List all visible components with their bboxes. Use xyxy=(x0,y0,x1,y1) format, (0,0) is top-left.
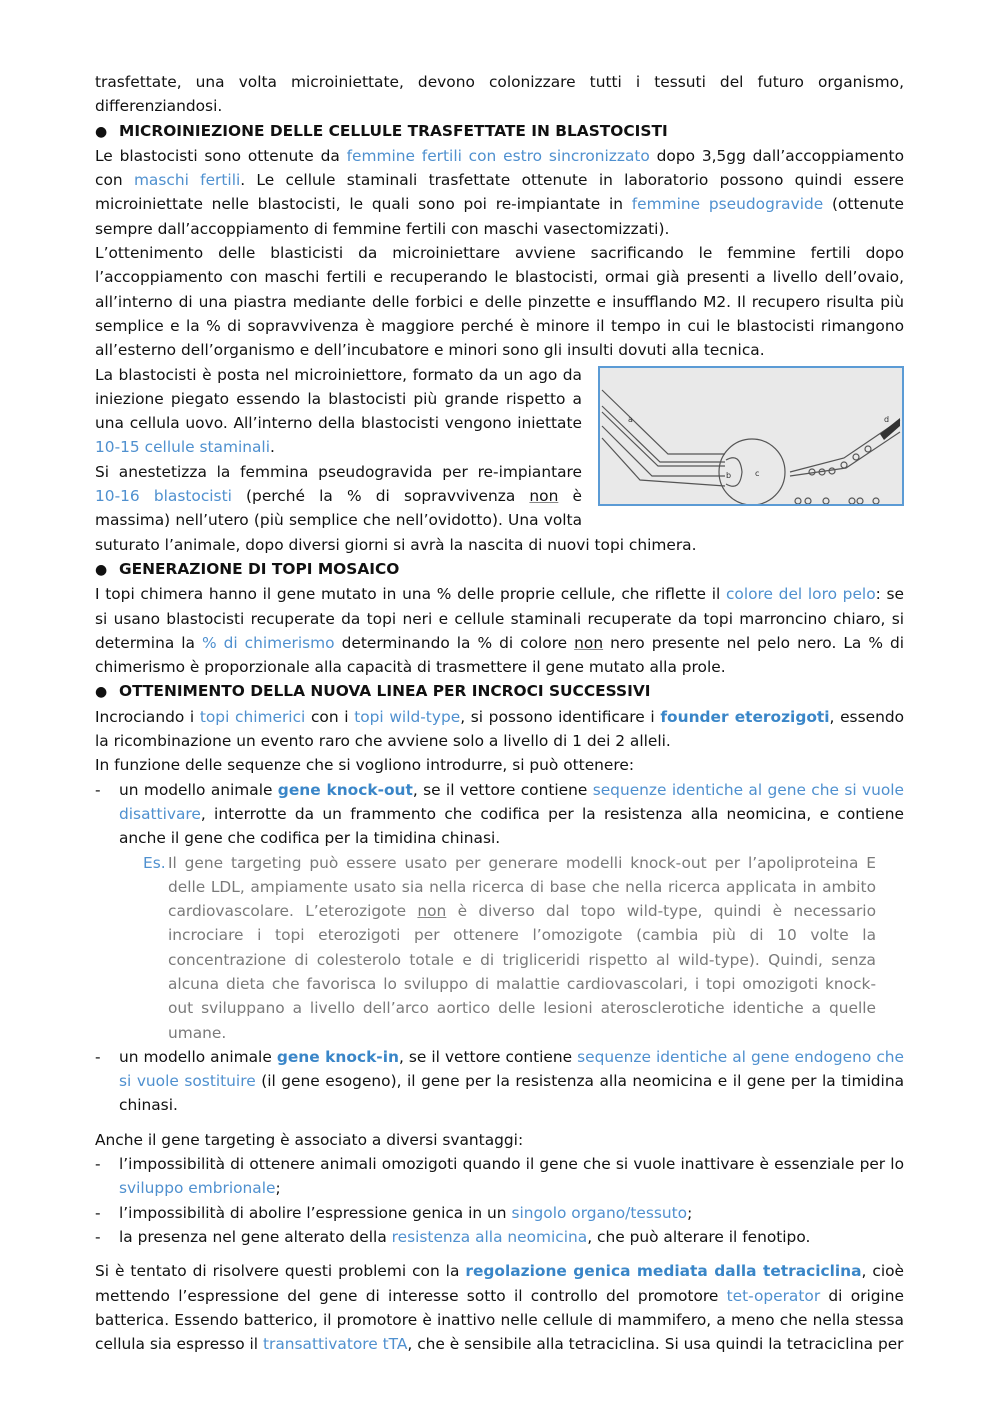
text-run: La blastocisti è posta nel microiniettore, formato da un ago da iniezione piegato essendo la blastocisti più grande rispetto a una cellula uovo. All’interno della blastocisti vengono iniettate xyxy=(95,365,582,433)
text-run: un modello animale xyxy=(119,780,278,799)
highlight-text: sviluppo embrionale xyxy=(119,1179,276,1198)
highlight-text: sequenze identiche al gene endogeno che si vuole sostituire xyxy=(119,1047,904,1091)
text-run: (ottenute sempre dall’accoppiamento di femmine fertili con maschi vasectomizzati). xyxy=(95,195,904,238)
paragraph-funzione: In funzione delle sequenze che si vogliono introdurre, si può ottenere: xyxy=(95,756,635,775)
highlight-text: resistenza alla neomicina xyxy=(391,1227,588,1246)
highlight-text: topi chimerici xyxy=(199,707,306,726)
highlight-text: topi wild-type xyxy=(354,707,461,726)
text-run: dopo 3,5gg dall’accoppiamento con xyxy=(95,146,904,190)
figure-label-b: b xyxy=(726,470,732,480)
section-heading-microiniezione xyxy=(95,119,904,144)
bold-highlight-text: founder eterozigoti xyxy=(660,707,830,726)
text-run: Il gene targeting può essere usato per generare modelli knock-out per l’apoliproteina E delle LDL, ampiamente usato sia nella ricerca di base che nella ricerca applicata in ambito cardiovascolare. L’eterozigote xyxy=(168,853,876,921)
heading-text: OTTENIMENTO DELLA NUOVA LINEA PER INCROCI SUCCESSIVI xyxy=(119,682,651,701)
list-item-knock-out xyxy=(95,778,904,851)
underlined-text: non xyxy=(529,487,559,506)
underlined-text: non xyxy=(574,633,604,652)
paragraph-ottenimento: L’ottenimento delle blasticisti da microiniettare avviene sacrificando le femmine fertili dopo l’accoppiamento con maschi fertili e recuperando le blastocisti, ormai già presenti a livello dell’ovaio, all’interno di una piastra mediante delle forbici e delle pinzette e insufflando M2. Il recupero risulta più semplice e la % di sopravvivenza è maggiore perché è minore il tempo in cui le blastocisti rimangono all’esterno dell’organismo e dell’incubatore e minori sono gli insulti dovuti alla tecnica. xyxy=(95,244,904,360)
needle-tip xyxy=(880,418,900,440)
text-run: di origine batterica. Essendo batterico, il promotore è inattivo nelle cellule di mammifero, a meno che nella stessa cellula sia espresso il xyxy=(95,1286,904,1354)
list-item-svantaggio-2 xyxy=(95,1201,904,1225)
example-label: Es. xyxy=(143,853,166,872)
dash-marker: - xyxy=(95,1203,101,1222)
section-heading-mosaico xyxy=(95,557,904,582)
text-run: : se si usano blastocisti recuperate da topi neri e cellule staminali recuperate da topi marroncino chiaro, si determina la xyxy=(95,585,904,652)
paragraph-incrociando xyxy=(95,705,904,754)
highlight-text: maschi fertili xyxy=(133,171,241,190)
text-run: Incrociando i xyxy=(95,707,200,726)
text-run: , essendo la ricombinazione un evento raro che avviene solo a livello di 1 dei 2 alleli. xyxy=(95,707,905,751)
text-run: , che può alterare il fenotipo. xyxy=(587,1227,811,1246)
text-run: determinando la % di colore xyxy=(334,633,575,652)
dash-marker: - xyxy=(95,1047,101,1066)
figure-label-d: d xyxy=(884,414,890,424)
highlight-text: colore del loro pelo xyxy=(725,585,876,604)
paragraph-intro: trasfettate, una volta microiniettate, devono colonizzare tutti i tessuti del futuro organismo, differenziandosi. xyxy=(95,73,904,116)
example-block xyxy=(95,851,904,1045)
text-run: (perché la % di sopravvivenza xyxy=(231,487,530,506)
dash-marker: - xyxy=(95,1155,101,1174)
list-item-text xyxy=(119,1152,904,1201)
text-run: . xyxy=(269,438,275,457)
bold-highlight-text: gene knock-in xyxy=(276,1047,399,1066)
section-heading-nuova-linea xyxy=(95,679,904,704)
text-run: Si è tentato di risolvere questi problemi con la xyxy=(95,1262,466,1281)
paragraph-blastocisti xyxy=(95,144,904,241)
text-run: Le blastocisti sono ottenute da xyxy=(95,146,347,165)
text-run: , cioè mettendo l’espressione del gene di interesse sotto il controllo del promotore xyxy=(95,1262,905,1305)
highlight-text: 10-16 blastocisti xyxy=(95,487,232,506)
text-run: è massima) nell’utero (più semplice che nell’ovidotto). Una volta suturato l’animale, dopo diversi giorni si avrà la nascita di nuovi topi chimera. xyxy=(95,487,697,554)
text-run: con i xyxy=(305,707,355,726)
list-item-svantaggio-3 xyxy=(95,1225,904,1249)
text-run: I topi chimera hanno il gene mutato in una % delle proprie cellule, che riflette il xyxy=(95,585,726,604)
paragraph-tetraciclina xyxy=(95,1259,904,1356)
highlight-text: singolo organo/tessuto xyxy=(511,1203,688,1222)
text-run: un modello animale xyxy=(119,1047,277,1066)
text-run: è diverso dal topo wild-type, quindi è necessario incrociare i topi eterozigoti per ottenere l’omozigote (cambia più di 10 volte la concentrazione di colesterolo totale e di trigliceridi rispetto al wild-type). Quindi, senza alcuna dieta che favorisca lo sviluppo di malattie cardiovascolari, i topi omozigoti knock-out sviluppano a livello dell’arco aortico delle lesioni aterosclerotiche identiche a quelle umane. xyxy=(168,902,877,1042)
list-item-text xyxy=(119,1225,904,1249)
text-run: ; xyxy=(687,1203,693,1222)
text-run: , si possono identificare i xyxy=(460,707,661,726)
highlight-text: % di chimerismo xyxy=(201,633,335,652)
underlined-text: non xyxy=(417,902,447,921)
text-run: nero presente nel pelo nero. La % di chimerismo è proporzionale alla capacità di trasmettere il gene mutato alla prole. xyxy=(95,633,904,677)
bullet-icon: ● xyxy=(95,684,108,701)
dash-marker: - xyxy=(95,780,101,799)
bold-highlight-text: gene knock-out xyxy=(277,780,413,799)
heading-text: GENERAZIONE DI TOPI MOSAICO xyxy=(119,559,400,578)
text-run: , interrotte da un frammento che codifica per la resistenza alla neomicina, e contiene anche il gene che codifica per la timidina chinasi. xyxy=(119,804,904,848)
text-run: , se il vettore contiene xyxy=(412,780,593,799)
highlight-text: femmine fertili con estro sincronizzato xyxy=(346,146,650,165)
paragraph-svantaggi: Anche il gene targeting è associato a diversi svantaggi: xyxy=(95,1130,524,1149)
highlight-text: femmine pseudogravide xyxy=(631,195,824,214)
injection-needle-top xyxy=(790,420,900,472)
holding-pipette-inner xyxy=(602,426,725,476)
text-run: l’impossibilità di abolire l’espressione genica in un xyxy=(119,1203,512,1222)
heading-text: MICROINIEZIONE DELLE CELLULE TRASFETTATE IN BLASTOCISTI xyxy=(119,121,668,140)
text-run: , se il vettore contiene xyxy=(398,1047,578,1066)
text-run: la presenza nel gene alterato della xyxy=(119,1227,392,1246)
figure-label-a: a xyxy=(628,414,633,424)
list-item-text xyxy=(119,1045,904,1118)
highlight-text: transattivatore tTA xyxy=(262,1335,408,1354)
highlight-text: sequenze identiche al gene che si vuole disattivare xyxy=(119,780,904,823)
list-item-knock-in xyxy=(95,1045,904,1118)
text-run: l’impossibilità di ottenere animali omozigoti quando il gene che si vuole inattivare è essenziale per lo xyxy=(119,1155,904,1174)
text-run: , che è sensibile alla tetraciclina. Si usa quindi la tetraciclina per xyxy=(407,1335,904,1354)
list-item-text xyxy=(119,1201,904,1225)
text-run: ; xyxy=(275,1179,281,1198)
figure-label-c: c xyxy=(755,468,760,478)
text-run: (il gene esogeno), il gene per la resistenza alla neomicina e il gene per la timidina chinasi. xyxy=(119,1072,905,1115)
bullet-icon: ● xyxy=(95,123,108,140)
text-run: Si anestetizza la femmina pseudogravida per re-impiantare xyxy=(95,462,582,481)
bold-highlight-text: regolazione genica mediata dalla tetraciclina xyxy=(465,1262,862,1281)
text-run: . Le cellule staminali trasfettate ottenute in laboratorio possono quindi essere microiniettate nelle blastocisti, le quali sono poi re-impiantate in xyxy=(95,171,904,214)
dash-marker: - xyxy=(95,1227,101,1246)
microinjection-figure xyxy=(598,366,904,506)
microinjection-diagram xyxy=(600,368,902,504)
highlight-text: tet-operator xyxy=(726,1286,821,1305)
example-text xyxy=(168,851,876,1045)
highlight-text: 10-15 cellule staminali xyxy=(95,438,270,457)
bullet-icon: ● xyxy=(95,561,108,578)
list-item-text xyxy=(119,778,904,851)
paragraph-chimera xyxy=(95,582,904,679)
list-item-svantaggio-1 xyxy=(95,1152,904,1201)
